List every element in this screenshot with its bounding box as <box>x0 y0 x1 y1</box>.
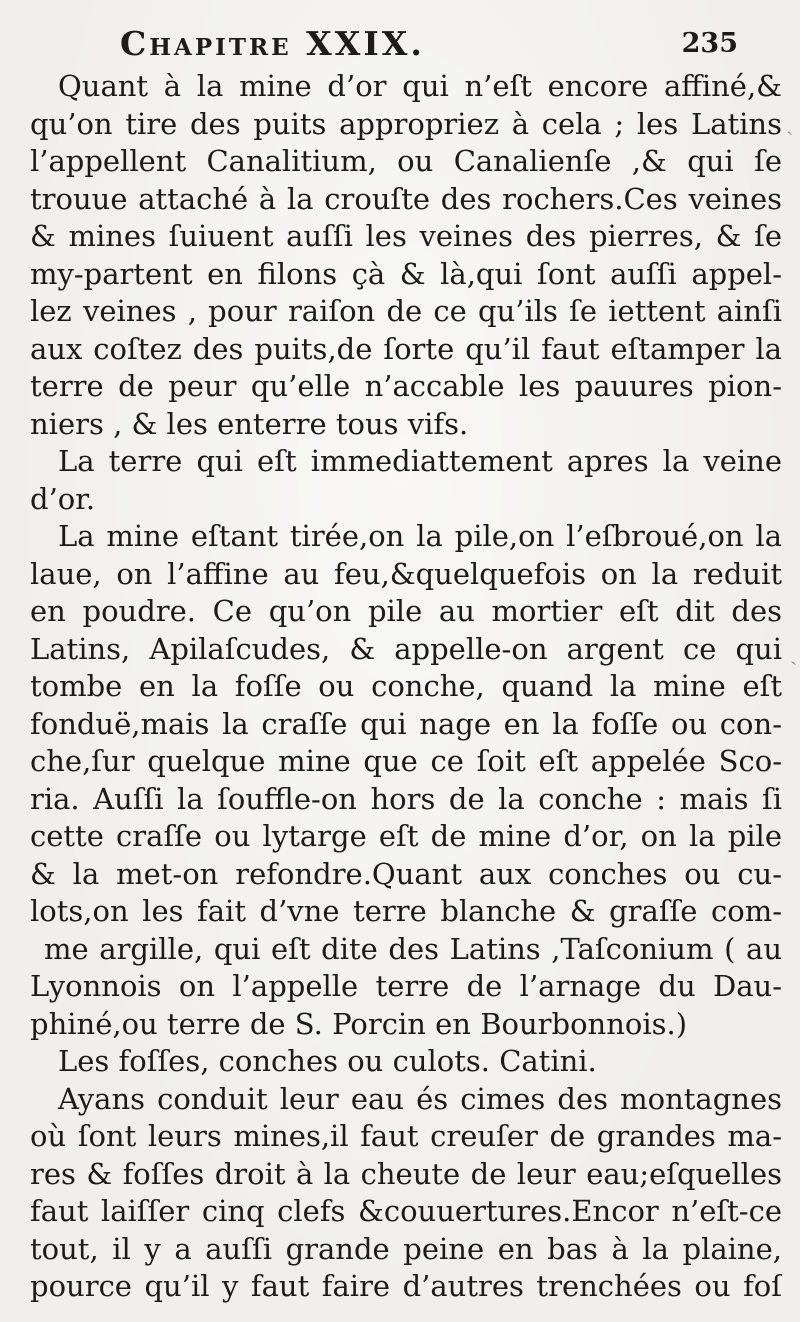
text-line: pource qu’il y faut faire d’autres trenchées ou foſ <box>30 1269 782 1303</box>
text-line: me argille, qui eſt dite des Latins ,Taſconium ( au <box>44 931 782 966</box>
text-line: où ſont leurs mines,il faut creuſer de grandes ma- <box>30 1119 782 1153</box>
text-line: La terre qui eſt immediattement apres la veine <box>58 444 782 478</box>
text-line: my-partent en filons çà & là,qui ſont auſſi appel- <box>30 256 782 291</box>
text-line: & mines ſuiuent auſſi les veines des pierres, & ſe <box>30 219 782 253</box>
text-line: faut laiſſer cinq clefs &couuertures.Encor n’eſt-ce <box>30 1194 782 1228</box>
text-line: ria. Auſſi la ſouffle-on hors de la conche : mais ſi <box>30 781 782 816</box>
text-line: lez veines , pour raiſon de ce qu’ils ſe iettent ainſi <box>30 294 782 328</box>
text-line: Latins, Apilaſcudes, & appelle-on argent ce qui <box>30 631 782 666</box>
text-line: trouue attaché à la crouſte des rochers.Ces veines <box>30 181 782 216</box>
text-line: fonduë,mais la craſſe qui nage en la foſſe ou con- <box>30 706 782 741</box>
page-header <box>0 24 800 64</box>
text-line: Quant à la mine d’or qui n’eſt encore affiné,& <box>58 69 782 103</box>
text-line: qu’on tire des puits appropriez à cela ; les Latins <box>30 106 782 141</box>
text-line: & la met-on refondre.Quant aux conches ou cu- <box>30 856 782 891</box>
text-line: l’appellent Canalitium, ou Canalienſe ,& qui ſe <box>30 144 782 178</box>
text-line: che,ſur quelque mine que ce ſoit eſt appelée Sco- <box>30 744 782 778</box>
text-line: laue, on l’affine au feu,&quelquefois on la reduit <box>30 556 782 591</box>
margin-speck: ˏ <box>786 111 794 136</box>
text-line: Lyonnois on l’appelle terre de l’arnage du Dau- <box>30 969 782 1003</box>
text-line: tombe en la foſſe ou conche, quand la mine eſt <box>30 669 782 703</box>
text-line: cette craſſe ou lytarge eſt de mine d’or, on la pile <box>30 819 782 853</box>
text-line: terre de peur qu’elle n’accable les pauures pion- <box>30 369 782 403</box>
text-line: tout, il y a auſſi grande peine en bas à la plaine, <box>30 1231 782 1266</box>
text-line: d’or. <box>30 481 96 516</box>
text-line: niers , & les enterre tous vifs. <box>30 406 469 441</box>
text-line: lots,on les fait d’vne terre blanche & graſſe com- <box>30 894 782 928</box>
text-line: aux coſtez des puits,de ſorte qu’il faut eſtamper la <box>30 331 782 366</box>
text-line: en poudre. Ce qu’on pile au mortier eſt dit des <box>30 594 782 628</box>
text-line: Les foſſes, conches ou culots. Catini. <box>58 1044 597 1078</box>
text-line: res & foſſes droit à la cheute de leur eau;eſquelles <box>30 1156 782 1191</box>
text-line: Ayans conduit leur eau és cimes des montagnes <box>58 1081 782 1116</box>
text-line: La mine eſtant tirée,on la pile,on l’eſbroué,on la <box>58 519 782 553</box>
text-line: phiné,ou terre de S. Porcin en Bourbonnois.) <box>30 1006 688 1041</box>
running-head: Chapitre XXIX. <box>120 24 425 63</box>
body-text <box>30 68 782 1306</box>
margin-speck: ˏ <box>790 641 798 666</box>
page-number: 235 <box>681 28 738 59</box>
